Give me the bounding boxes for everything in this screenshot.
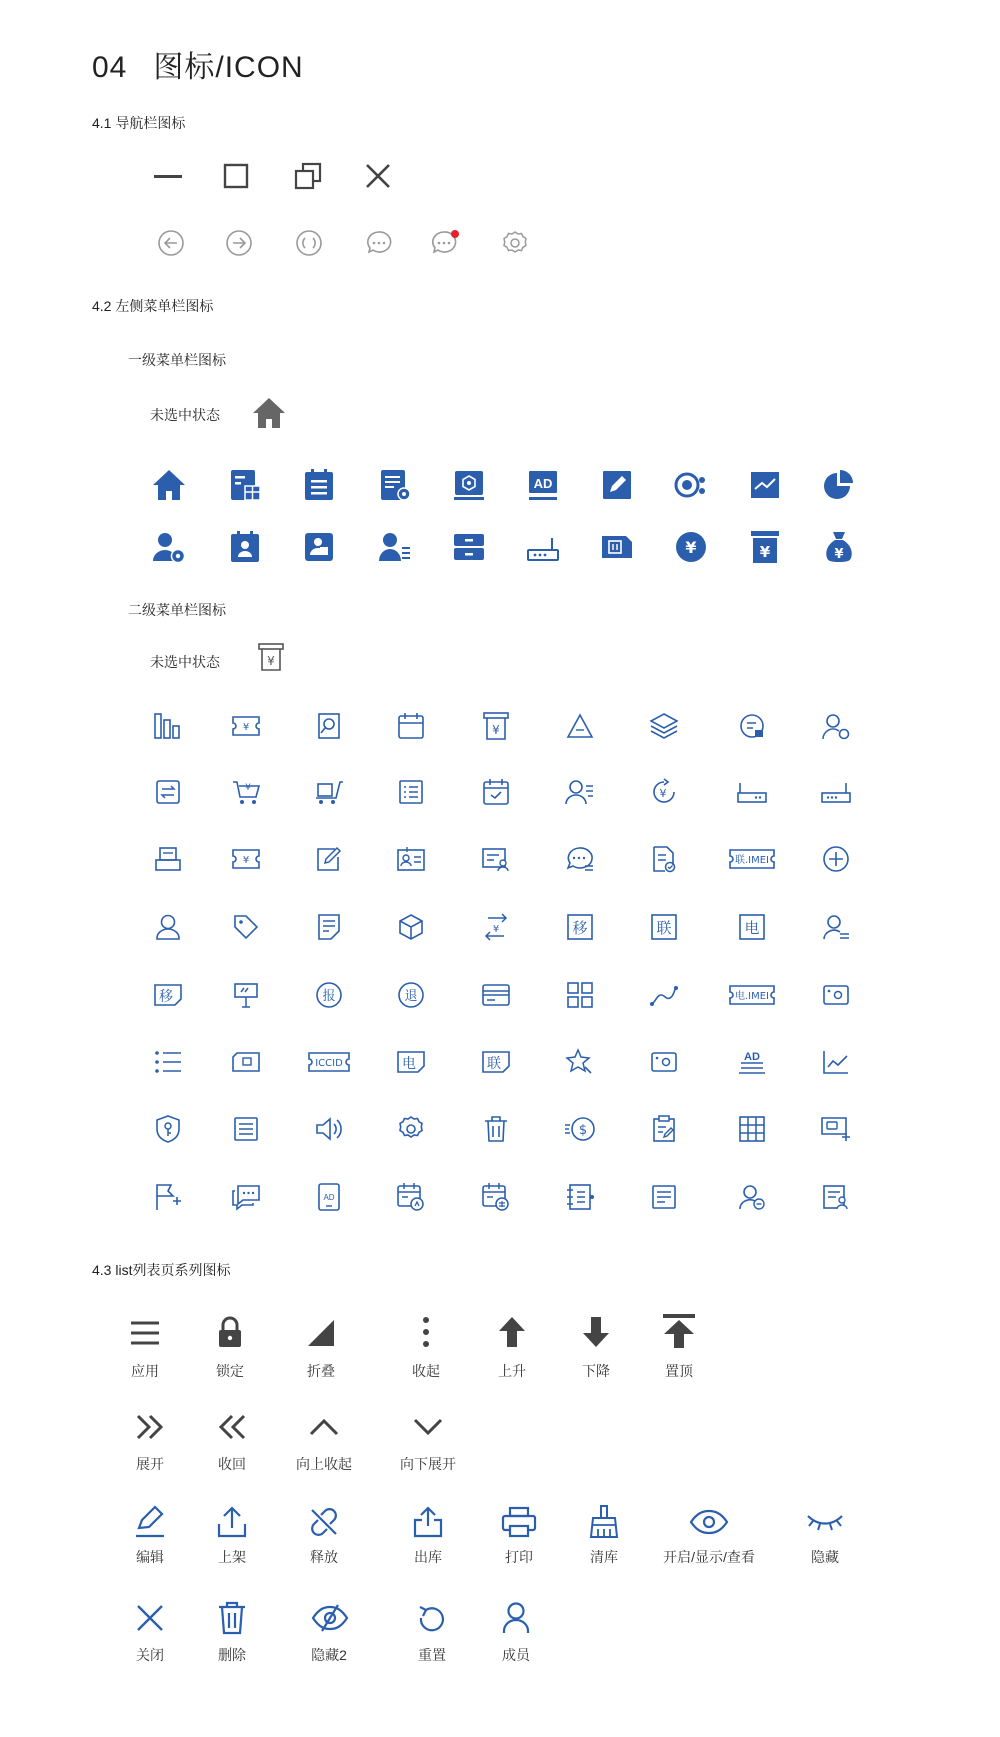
more-vertical-icon[interactable] xyxy=(408,1314,444,1350)
exchange-box-icon[interactable] xyxy=(152,776,184,808)
level2-title: 二级菜单栏图标 xyxy=(128,602,226,618)
reset-icon[interactable] xyxy=(414,1600,450,1636)
settings-icon[interactable] xyxy=(498,226,532,260)
back-icon[interactable] xyxy=(154,226,188,260)
user-settings-icon[interactable] xyxy=(150,528,188,566)
printer-box-icon[interactable] xyxy=(152,843,184,875)
level1-unselected-label: 未选中状态 xyxy=(150,407,220,423)
unicom-label: 联 xyxy=(656,919,672,937)
svg-text:$: $ xyxy=(578,1123,588,1138)
lock-icon[interactable] xyxy=(212,1314,248,1350)
eye-icon[interactable] xyxy=(688,1504,730,1540)
refresh-icon[interactable] xyxy=(292,226,326,260)
refund-label: 退 xyxy=(404,989,418,1004)
yuan-exchange-icon[interactable] xyxy=(480,911,512,943)
telecom-badge-icon[interactable] xyxy=(736,911,768,943)
unlink-icon[interactable] xyxy=(306,1504,342,1540)
mobile-sim-icon[interactable] xyxy=(152,979,184,1011)
add-circle-icon[interactable] xyxy=(820,843,852,875)
iccid-badge[interactable] xyxy=(306,1046,352,1078)
page-heading: 图标/ICON xyxy=(153,51,304,84)
list-box-icon[interactable] xyxy=(395,776,427,808)
list-label-expand-down: 向下展开 xyxy=(400,1456,456,1472)
document-icon[interactable] xyxy=(313,911,345,943)
tag-icon[interactable] xyxy=(230,911,262,943)
list-label-outbound: 出库 xyxy=(414,1549,442,1565)
unicom-imei-badge[interactable] xyxy=(726,843,778,875)
mobile-label: 移 xyxy=(572,919,588,937)
gift-card-icon[interactable] xyxy=(226,466,264,504)
section-list-title: 4.3 list列表页系列图标 xyxy=(92,1262,231,1278)
note-edit-icon[interactable] xyxy=(313,843,345,875)
telecom-sim-icon[interactable] xyxy=(395,1046,427,1078)
calendar-list-icon[interactable] xyxy=(300,466,338,504)
yuan-symbol: ¥ xyxy=(267,654,275,668)
credit-card-icon[interactable] xyxy=(480,979,512,1011)
list-label-rise: 上升 xyxy=(498,1363,526,1379)
mobile-label: 移 xyxy=(159,989,173,1005)
user-gear-icon[interactable] xyxy=(820,710,852,742)
report-circle-icon[interactable] xyxy=(313,979,345,1011)
cash-2-icon[interactable] xyxy=(648,1046,680,1078)
form-icon[interactable] xyxy=(648,1181,680,1213)
page-number: 04 xyxy=(92,51,128,84)
edit-icon[interactable] xyxy=(132,1504,168,1540)
restore-icon[interactable] xyxy=(290,158,326,194)
close-icon[interactable] xyxy=(360,158,396,194)
close-x-icon[interactable] xyxy=(132,1600,168,1636)
section-left-menu-title: 4.2 左侧菜单栏图标 xyxy=(92,298,214,314)
list-label-release: 释放 xyxy=(310,1549,338,1565)
id-card-icon[interactable] xyxy=(395,843,427,875)
shelves-icon[interactable] xyxy=(736,1113,768,1145)
drawers-icon[interactable] xyxy=(450,528,488,566)
ad-label: AD xyxy=(744,1051,760,1063)
list-label-retract: 收回 xyxy=(218,1456,246,1472)
export-icon[interactable] xyxy=(410,1504,446,1540)
layers-icon[interactable] xyxy=(648,710,680,742)
fold-icon[interactable] xyxy=(303,1316,339,1350)
list-label-collapse-up: 向上收起 xyxy=(296,1456,352,1472)
page-title xyxy=(92,42,304,86)
star-search-icon[interactable] xyxy=(564,1046,596,1078)
mobile-badge-icon[interactable] xyxy=(564,911,596,943)
broom-icon[interactable] xyxy=(586,1504,622,1540)
doc-check-icon[interactable] xyxy=(648,843,680,875)
trash-outline-icon[interactable] xyxy=(480,1113,512,1145)
yuan-symbol: ¥ xyxy=(834,547,844,562)
doc-settings-icon[interactable] xyxy=(376,466,414,504)
double-chevron-right-icon[interactable] xyxy=(132,1410,168,1444)
list-label-show: 开启/显示/查看 xyxy=(663,1549,755,1565)
list-label-top: 置顶 xyxy=(665,1363,693,1379)
ad-label: AD xyxy=(323,1193,335,1202)
edit-square-icon[interactable] xyxy=(598,466,636,504)
arrow-down-icon[interactable] xyxy=(578,1314,614,1350)
yuan-symbol: ¥ xyxy=(242,855,250,866)
bar-columns-icon[interactable] xyxy=(152,710,184,742)
list-label-shelve: 上架 xyxy=(218,1549,246,1565)
binder-icon[interactable] xyxy=(564,1181,596,1213)
router-icon[interactable] xyxy=(524,528,562,566)
calendar-alert-icon[interactable] xyxy=(395,1181,427,1213)
phone-ad-icon[interactable] xyxy=(313,1181,345,1213)
member-icon[interactable] xyxy=(498,1600,534,1636)
yuan-symbol: ¥ xyxy=(759,543,771,561)
sim-outline-icon[interactable] xyxy=(230,1046,262,1078)
cart-yuan-icon[interactable] xyxy=(230,776,262,808)
refund-circle-icon[interactable] xyxy=(395,979,427,1011)
yuan-symbol: ¥ xyxy=(245,783,251,793)
double-chevron-left-icon[interactable] xyxy=(214,1410,250,1444)
user-icon[interactable] xyxy=(152,911,184,943)
list-label-reset: 重置 xyxy=(418,1647,446,1663)
text-box-icon[interactable] xyxy=(230,1113,262,1145)
ad-board-icon[interactable] xyxy=(736,1046,768,1078)
yuan-symbol: ¥ xyxy=(659,787,667,800)
yuan-coin-icon[interactable] xyxy=(672,528,710,566)
sim-card-icon[interactable] xyxy=(598,528,636,566)
list-label-print: 打印 xyxy=(505,1549,533,1565)
ticket-yuan-2-icon[interactable] xyxy=(230,843,262,875)
line-chart-icon[interactable] xyxy=(820,1046,852,1078)
doc-search-icon[interactable] xyxy=(313,710,345,742)
arrow-up-icon[interactable] xyxy=(494,1314,530,1350)
triangle-level-icon[interactable] xyxy=(564,710,596,742)
flag-add-icon[interactable] xyxy=(152,1181,184,1213)
telecom-label: 电 xyxy=(402,1056,416,1072)
message-icon[interactable] xyxy=(362,226,396,260)
chat-user-icon[interactable] xyxy=(736,710,768,742)
list-label-delete: 删除 xyxy=(218,1647,246,1663)
list-label-expand: 展开 xyxy=(136,1456,164,1472)
unicom-imei-label: 联.IMEI xyxy=(734,855,770,866)
section-nav-title: 4.1 导航栏图标 xyxy=(92,115,186,131)
home-icon-unselected[interactable] xyxy=(250,394,288,432)
list-label-hide2: 隐藏2 xyxy=(311,1647,347,1663)
card-user-icon[interactable] xyxy=(480,843,512,875)
chevron-down-icon[interactable] xyxy=(410,1410,446,1444)
to-top-icon[interactable] xyxy=(660,1312,698,1350)
receipt-yuan-icon[interactable] xyxy=(480,710,512,742)
message-unread-icon[interactable] xyxy=(428,226,462,260)
user-card-icon[interactable] xyxy=(300,528,338,566)
cash-icon[interactable] xyxy=(820,979,852,1011)
list-label-apply: 应用 xyxy=(131,1363,159,1379)
box-3d-icon[interactable] xyxy=(395,911,427,943)
router-outline-2-icon[interactable] xyxy=(820,776,852,808)
telecom-imei-label: 电.IMEI xyxy=(734,991,770,1002)
menu-icon[interactable] xyxy=(127,1316,163,1350)
eye-closed-icon[interactable] xyxy=(804,1504,846,1540)
list-label-fall: 下降 xyxy=(582,1363,610,1379)
trend-icon[interactable] xyxy=(746,466,784,504)
yuan-box-icon[interactable] xyxy=(746,528,784,566)
doc-user-icon[interactable] xyxy=(820,1181,852,1213)
list-label-hide: 隐藏 xyxy=(811,1549,839,1565)
calendar-grid-icon[interactable] xyxy=(480,1181,512,1213)
list-label-collapse: 收起 xyxy=(412,1363,440,1379)
list-label-fold: 折叠 xyxy=(307,1363,335,1379)
device-chip-icon[interactable] xyxy=(450,466,488,504)
calendar-icon[interactable] xyxy=(395,710,427,742)
maximize-icon[interactable] xyxy=(218,158,254,194)
level2-unselected-label: 未选中状态 xyxy=(150,654,220,670)
unicom-badge-icon[interactable] xyxy=(648,911,680,943)
dollar-fast-icon[interactable] xyxy=(564,1113,596,1145)
ad-icon[interactable] xyxy=(524,466,562,504)
route-icon[interactable] xyxy=(648,979,680,1011)
contact-book-icon[interactable] xyxy=(226,528,264,566)
telecom-label: 电 xyxy=(744,919,760,937)
yuan-symbol: ¥ xyxy=(685,538,697,557)
level1-title: 一级菜单栏图标 xyxy=(128,352,226,368)
unicom-label: 联 xyxy=(487,1056,501,1072)
bubbles-icon[interactable] xyxy=(672,466,710,504)
ticket-yuan-icon[interactable] xyxy=(230,710,262,742)
user-list-icon[interactable] xyxy=(376,528,414,566)
user-lines-2-icon[interactable] xyxy=(820,911,852,943)
telecom-imei-badge[interactable] xyxy=(726,979,778,1011)
minimize-icon[interactable] xyxy=(150,158,186,194)
yuan-symbol: ¥ xyxy=(242,722,250,733)
trash-icon[interactable] xyxy=(214,1600,250,1636)
chat-list-icon[interactable] xyxy=(564,843,596,875)
pie-chart-icon[interactable] xyxy=(820,466,858,504)
grid-apps-icon[interactable] xyxy=(564,979,596,1011)
forward-icon[interactable] xyxy=(222,226,256,260)
print-icon[interactable] xyxy=(500,1504,538,1540)
list-label-close: 关闭 xyxy=(136,1647,164,1663)
user-minus-icon[interactable] xyxy=(736,1181,768,1213)
bus-card-add-icon[interactable] xyxy=(820,1113,852,1145)
money-bag-icon[interactable] xyxy=(820,528,858,566)
list-label-clear: 清库 xyxy=(590,1549,618,1565)
chat-double-icon[interactable] xyxy=(230,1181,262,1213)
yuan-refresh-icon[interactable] xyxy=(648,776,680,808)
shield-key-icon[interactable] xyxy=(152,1113,184,1145)
gear-outline-icon[interactable] xyxy=(395,1113,427,1145)
trolley-icon[interactable] xyxy=(313,776,345,808)
svg-text:AD: AD xyxy=(533,476,553,491)
router-outline-icon[interactable] xyxy=(736,776,768,808)
clipboard-edit-icon[interactable] xyxy=(648,1113,680,1145)
eye-off-icon[interactable] xyxy=(310,1600,350,1636)
upload-icon[interactable] xyxy=(214,1504,250,1540)
report-label: 报 xyxy=(322,989,336,1004)
chevron-up-icon[interactable] xyxy=(306,1410,342,1444)
speaker-icon[interactable] xyxy=(313,1113,345,1145)
user-lines-icon[interactable] xyxy=(564,776,596,808)
home-icon[interactable] xyxy=(150,466,188,504)
list-label-lock: 锁定 xyxy=(216,1363,244,1379)
yuan-symbol: ¥ xyxy=(492,924,500,935)
bullet-list-icon[interactable] xyxy=(152,1046,184,1078)
list-label-edit: 编辑 xyxy=(136,1549,164,1565)
billboard-icon[interactable] xyxy=(230,979,262,1011)
yuan-symbol: ¥ xyxy=(492,723,500,737)
list-label-member: 成员 xyxy=(502,1647,530,1663)
iccid-label: ICCID xyxy=(315,1058,343,1069)
unicom-sim-icon[interactable] xyxy=(480,1046,512,1078)
receipt-yuan-icon-unselected[interactable] xyxy=(254,640,288,674)
calendar-check-icon[interactable] xyxy=(480,776,512,808)
